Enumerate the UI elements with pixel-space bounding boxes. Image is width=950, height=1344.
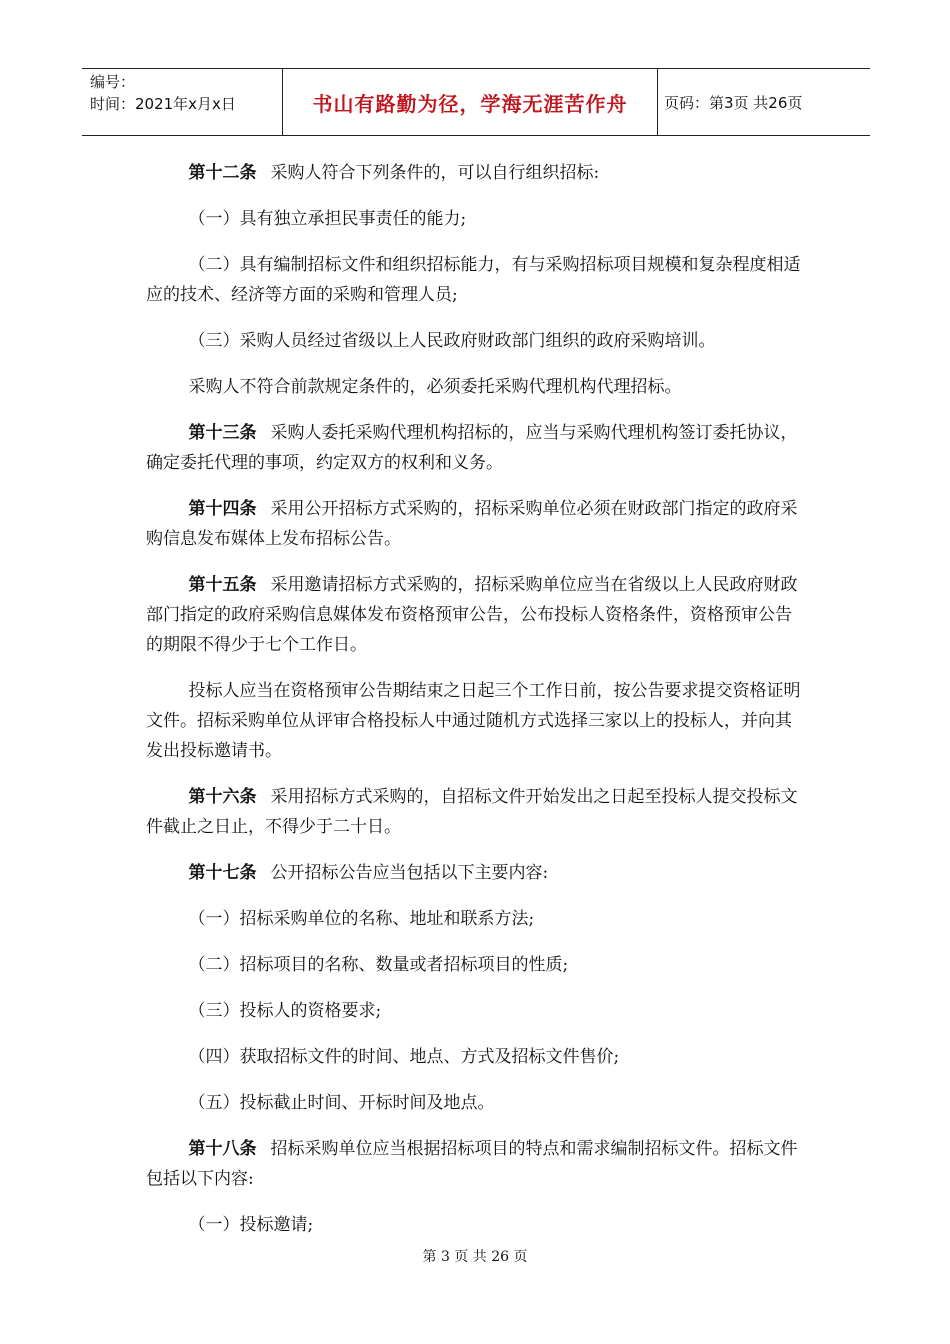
document-body — [146, 158, 808, 1240]
paragraph — [146, 904, 808, 934]
paragraph-text: 招标采购单位应当根据招标项目的特点和需求编制招标文件。招标文件包括以下内容: — [146, 1139, 798, 1189]
paragraph — [146, 996, 808, 1026]
paragraph-text: （一）投标邀请; — [188, 1215, 314, 1235]
paragraph — [146, 418, 808, 478]
page-footer: 第 3 页 共 26 页 — [422, 1249, 528, 1265]
paragraph — [146, 494, 808, 554]
paragraph-text: 采购人委托采购代理机构招标的，应当与采购代理机构签订委托协议，确定委托代理的事项，约定双方的权利和义务。 — [146, 423, 798, 473]
document-date-label: 时间：2021年x月x日 — [90, 95, 236, 113]
paragraph-text: 采用招标方式采购的，自招标文件开始发出之日起至投标人提交投标文件截止之日止，不得少于二十日。 — [146, 787, 798, 837]
paragraph — [146, 1088, 808, 1118]
paragraph-text: 采购人不符合前款规定条件的，必须委托采购代理机构代理招标。 — [188, 377, 682, 397]
paragraph-text: 公开招标公告应当包括以下主要内容: — [270, 863, 549, 883]
article-number: 第十二条 — [188, 163, 257, 183]
paragraph — [146, 158, 808, 188]
paragraph — [146, 372, 808, 402]
paragraph — [146, 782, 808, 842]
paragraph — [146, 326, 808, 356]
paragraph-text: （五）投标截止时间、开标时间及地点。 — [188, 1093, 495, 1113]
article-number: 第十三条 — [188, 423, 257, 443]
paragraph-text: 采用公开招标方式采购的，招标采购单位必须在财政部门指定的政府采购信息发布媒体上发布招标公告。 — [146, 499, 798, 549]
paragraph — [146, 1042, 808, 1072]
header-motto: 书山有路勤为径，学海无涯苦作舟 — [282, 69, 658, 135]
paragraph-text: （一）招标采购单位的名称、地址和联系方法; — [188, 909, 535, 929]
page-header — [82, 68, 870, 136]
article-number: 第十四条 — [188, 499, 257, 519]
paragraph-text: （一）具有独立承担民事责任的能力; — [188, 209, 467, 229]
document-number-label: 编号： — [90, 73, 136, 91]
paragraph-text: （三）采购人员经过省级以上人民政府财政部门组织的政府采购培训。 — [188, 331, 716, 351]
paragraph — [146, 250, 808, 310]
article-number: 第十六条 — [188, 787, 257, 807]
paragraph — [146, 1210, 808, 1240]
article-number: 第十五条 — [188, 575, 257, 595]
article-number: 第十七条 — [188, 863, 257, 883]
paragraph-text: 投标人应当在资格预审公告期结束之日起三个工作日前，按公告要求提交资格证明文件。招标采购单位从评审合格投标人中通过随机方式选择三家以上的投标人，并向其发出投标邀请书。 — [146, 681, 801, 761]
paragraph — [146, 950, 808, 980]
paragraph-text: （四）获取招标文件的时间、地点、方式及招标文件售价; — [188, 1047, 620, 1067]
paragraph-text: （二）具有编制招标文件和组织招标能力，有与采购招标项目规模和复杂程度相适应的技术、经济等方面的采购和管理人员; — [146, 255, 801, 305]
paragraph-text: 采购人符合下列条件的，可以自行组织招标: — [270, 163, 600, 183]
paragraph — [146, 676, 808, 766]
paragraph-text: （三）投标人的资格要求; — [188, 1001, 382, 1021]
paragraph — [146, 858, 808, 888]
paragraph-text: 采用邀请招标方式采购的，招标采购单位应当在省级以上人民政府财政部门指定的政府采购信息媒体发布资格预审公告，公布投标人资格条件，资格预审公告的期限不得少于七个工作日。 — [146, 575, 798, 655]
article-number: 第十八条 — [188, 1139, 257, 1159]
paragraph — [146, 204, 808, 234]
header-meta — [82, 69, 282, 135]
paragraph — [146, 1134, 808, 1194]
paragraph — [146, 570, 808, 660]
header-page-label: 页码：第3页 共26页 — [664, 93, 803, 112]
paragraph-text: （二）招标项目的名称、数量或者招标项目的性质; — [188, 955, 569, 975]
